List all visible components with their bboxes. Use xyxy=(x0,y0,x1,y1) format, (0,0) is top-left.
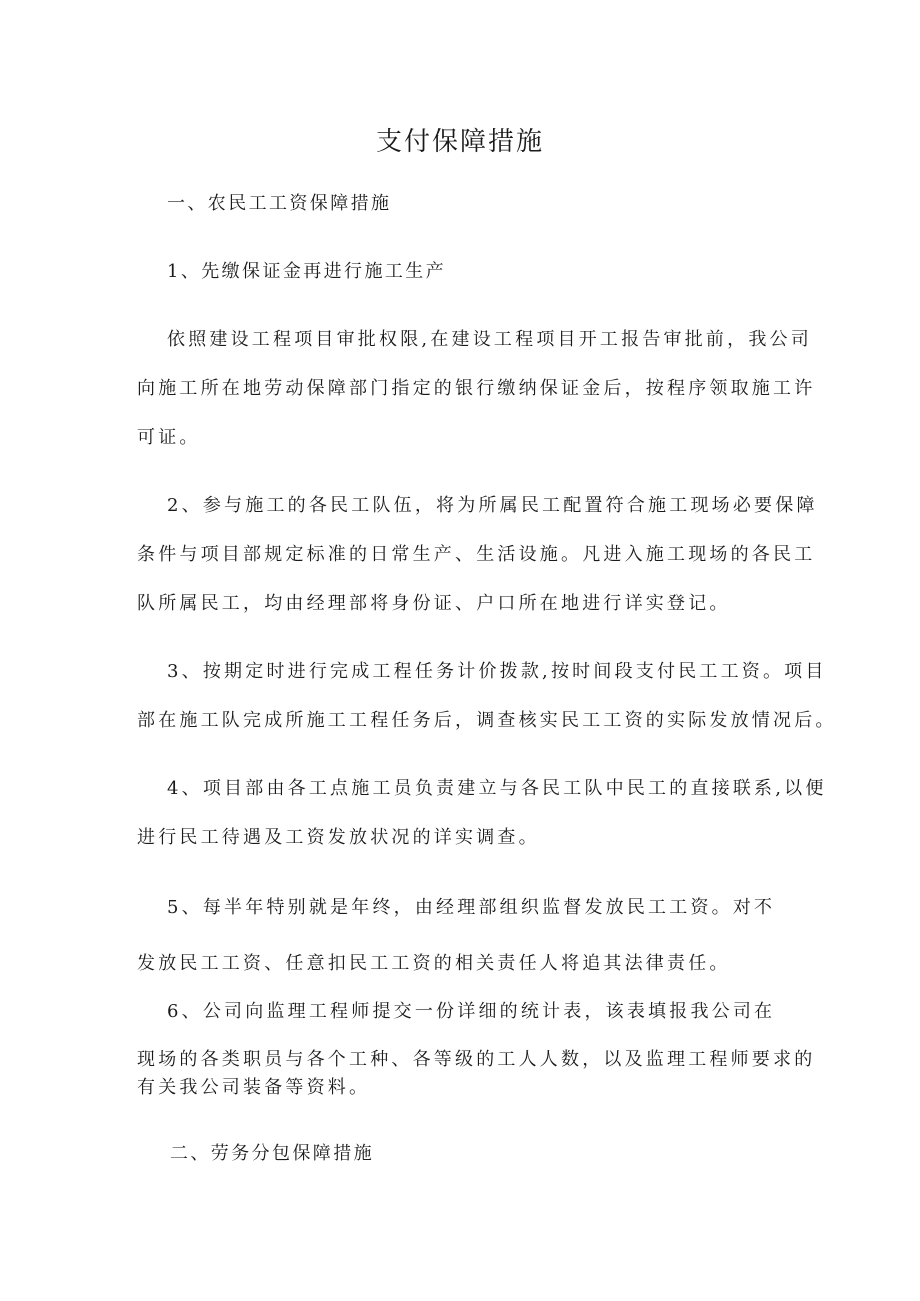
paragraph-5-line-2: 发放民工工资、任意扣民工工资的相关责任人将追其法律责任。 xyxy=(137,953,731,974)
paragraph-3-line-2: 部在施工队完成所施工工程任务后，调查核实民工工资的实际发放情况后。 xyxy=(137,710,837,731)
paragraph-6-line-3: 有关我公司装备等资料。 xyxy=(137,1077,371,1098)
item-heading-1: 1、先缴保证金再进行施工生产 xyxy=(167,261,447,282)
paragraph-3-line-1: 3、按期定时进行完成工程任务计价拨款,按时间段支付民工工资。项目 xyxy=(167,661,827,682)
paragraph-2-line-2: 条件与项目部规定标准的日常生产、生活设施。凡进入施工现场的各民工 xyxy=(137,544,816,565)
paragraph-2-line-1: 2、参与施工的各民工队伍，将为所属民工配置符合施工现场必要保障 xyxy=(167,495,818,516)
paragraph-4-line-2: 进行民工待遇及工资发放状况的详实调查。 xyxy=(137,827,540,848)
paragraph-4-line-1: 4、项目部由各工点施工员负责建立与各民工队中民工的直接联系,以便 xyxy=(167,778,827,799)
document-title: 支付保障措施 xyxy=(375,127,544,157)
paragraph-1-line-2: 向施工所在地劳动保障部门指定的银行缴纳保证金后，按程序领取施工许 xyxy=(137,378,816,399)
paragraph-1-line-3: 可证。 xyxy=(137,427,201,448)
section-heading-1: 一、农民工工资保障措施 xyxy=(167,193,392,214)
paragraph-6-line-1: 6、公司向监理工程师提交一份详细的统计表，该表填报我公司在 xyxy=(167,1001,776,1022)
paragraph-1-line-1: 依照建设工程项目审批权限,在建设工程项目开工报告审批前，我公司 xyxy=(167,329,812,350)
paragraph-5-line-1: 5、每半年特别就是年终，由经理部组织监督发放民工工资。对不 xyxy=(167,897,776,918)
paragraph-2-line-3: 队所属民工，均由经理部将身份证、户口所在地进行详实登记。 xyxy=(137,593,731,614)
paragraph-6-line-2: 现场的各类职员与各个工种、各等级的工人人数，以及监理工程师要求的 xyxy=(137,1049,816,1070)
section-heading-2: 二、劳务分包保障措施 xyxy=(170,1143,374,1164)
